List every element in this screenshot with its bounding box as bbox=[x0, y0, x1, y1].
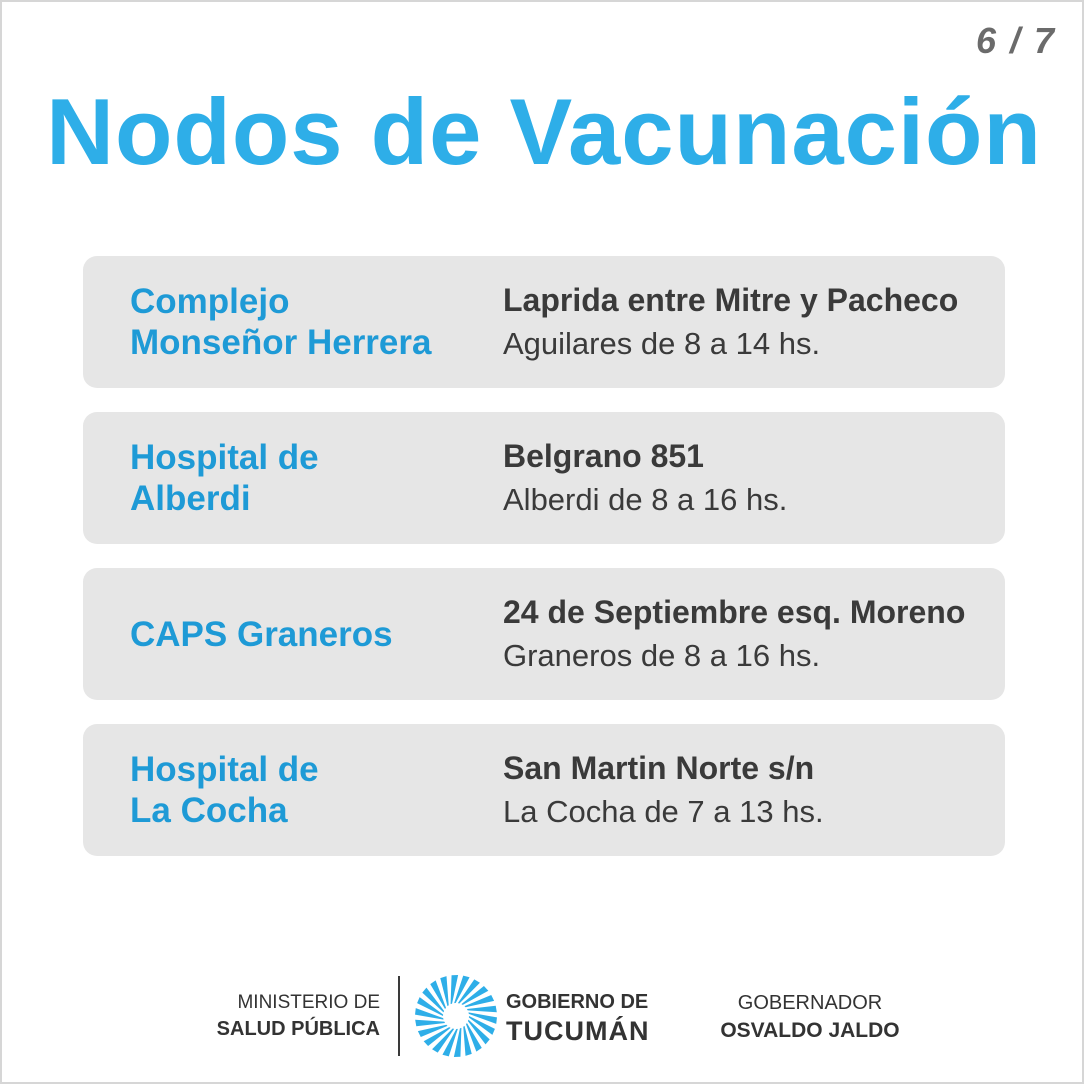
node-info bbox=[503, 412, 993, 544]
node-hours: Graneros de 8 a 16 hs. bbox=[503, 638, 821, 673]
node-info bbox=[503, 256, 993, 388]
node-info bbox=[503, 724, 993, 856]
footer-divider bbox=[398, 976, 400, 1056]
node-name: CAPS Graneros bbox=[130, 614, 393, 654]
node-card bbox=[83, 724, 1005, 856]
page-counter: 6 / 7 bbox=[975, 20, 1056, 61]
node-card bbox=[83, 256, 1005, 388]
node-card bbox=[83, 412, 1005, 544]
page-title: Nodos de Vacunación bbox=[46, 79, 1042, 184]
node-hours: Alberdi de 8 a 16 hs. bbox=[503, 482, 788, 517]
node-name: Hospital de La Cocha bbox=[130, 750, 319, 830]
ministry-line1: MINISTERIO DE bbox=[237, 992, 380, 1013]
node-info bbox=[503, 568, 993, 700]
node-hours: Aguilares de 8 a 14 hs. bbox=[503, 326, 821, 361]
node-address: Laprida entre Mitre y Pacheco bbox=[503, 282, 959, 318]
footer bbox=[2, 972, 1084, 1062]
vaccination-nodes-list bbox=[83, 256, 1005, 880]
ministry-line2: SALUD PÚBLICA bbox=[216, 1018, 380, 1040]
node-address: San Martin Norte s/n bbox=[503, 750, 815, 786]
node-address: Belgrano 851 bbox=[503, 438, 704, 474]
logo-ray bbox=[467, 1006, 497, 1012]
node-card bbox=[83, 568, 1005, 700]
government-label bbox=[506, 988, 649, 1046]
logo-ray bbox=[415, 1020, 445, 1026]
node-name: Hospital de Alberdi bbox=[130, 438, 319, 518]
governor-line2: OSVALDO JALDO bbox=[720, 1019, 900, 1042]
sun-rays-logo-icon bbox=[414, 974, 498, 1058]
governor-label bbox=[720, 990, 900, 1046]
gov-line1: GOBIERNO DE bbox=[506, 991, 649, 1013]
node-name: Complejo Monseñor Herrera bbox=[130, 282, 432, 362]
ministry-label bbox=[217, 990, 380, 1042]
node-address: 24 de Septiembre esq. Moreno bbox=[503, 594, 966, 630]
gov-line2: TUCUMÁN bbox=[506, 1016, 650, 1046]
governor-line1: GOBERNADOR bbox=[737, 992, 883, 1014]
node-hours: La Cocha de 7 a 13 hs. bbox=[503, 794, 824, 829]
